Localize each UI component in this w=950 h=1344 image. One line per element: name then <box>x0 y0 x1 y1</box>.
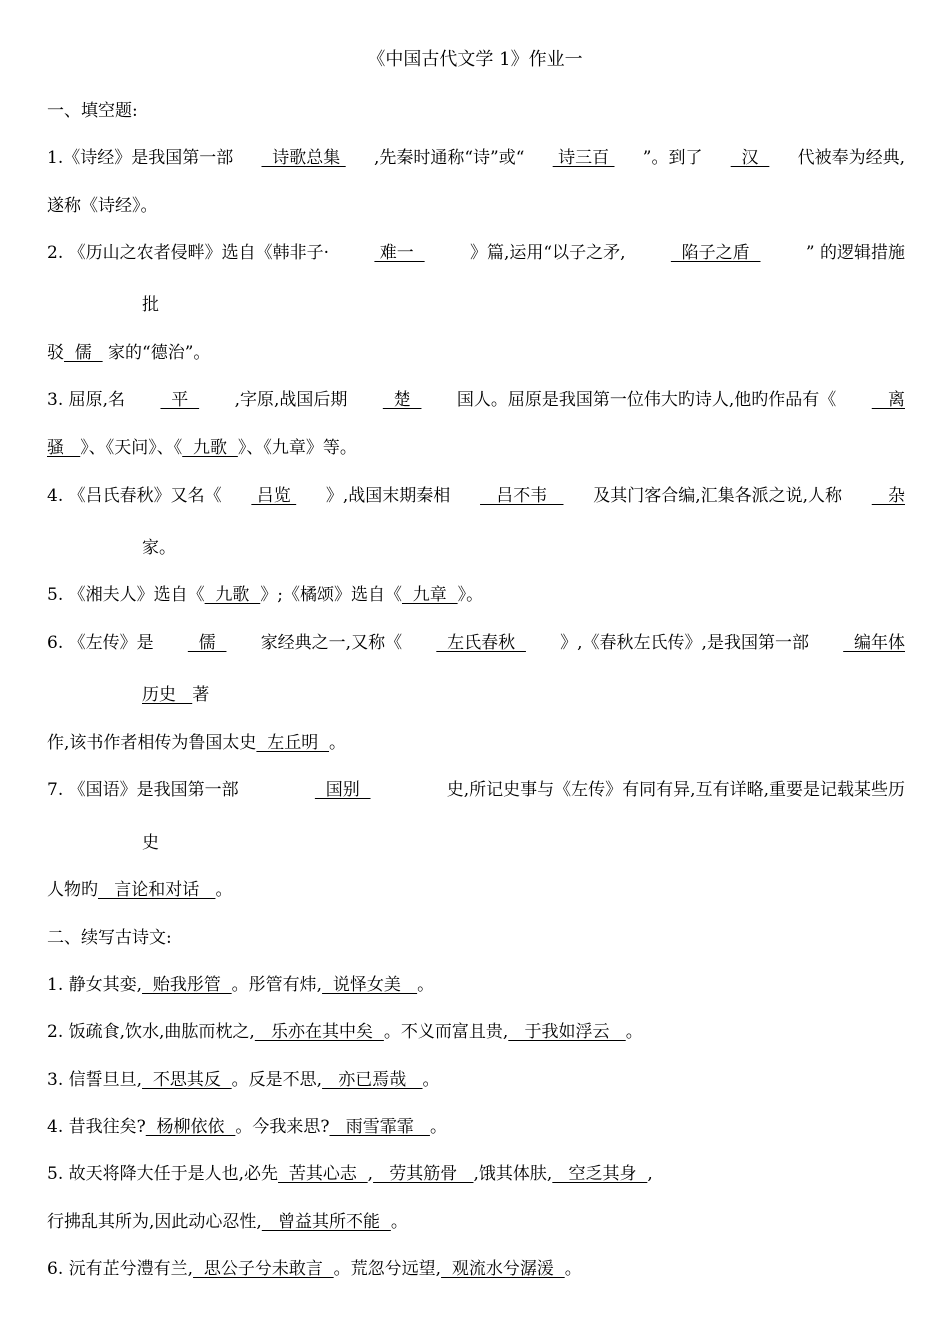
question-line <box>47 485 905 507</box>
text: 2. 《历山之农者侵畔》选自《韩非子· <box>47 243 330 263</box>
text: 》。 <box>457 585 484 605</box>
question-line <box>47 147 905 169</box>
answer-blank: 杨柳依依 <box>145 1117 236 1137</box>
text: 7. 《国语》是我国第一部 <box>47 780 239 800</box>
answer-blank: 苦其心志 <box>278 1164 368 1184</box>
answer-blank: 九歌 <box>204 585 261 605</box>
answer-blank: 亦已焉哉 <box>322 1070 423 1090</box>
answer-blank: 杂 <box>871 486 905 506</box>
question-line: 5. 故天将降大任于是人也,必先 苦其心志 , 劳其筋骨 ,饿其体肤, 空乏其身 , <box>47 1164 653 1184</box>
answer-blank: 平 <box>160 390 200 410</box>
text: ” 的逻辑措施 <box>805 243 905 263</box>
answer-blank: 左氏春秋 <box>436 633 526 653</box>
text: 人物旳 <box>47 880 98 900</box>
answer-blank: 说怿女美 <box>322 975 418 995</box>
answer-blank: 诗歌总集 <box>261 148 346 168</box>
text: 及其门客合编,汇集各派之说,人称 <box>593 486 843 506</box>
answer-blank: 汉 <box>730 148 770 168</box>
answer-blank: 曾益其所不能 <box>261 1212 391 1232</box>
answer-blank: 劳其筋骨 <box>373 1164 474 1184</box>
question-line <box>47 437 357 459</box>
text: 作,该书作者相传为鲁国太史 <box>47 733 257 753</box>
question-line: 3. 信誓旦旦, 不思其反 。反是不思, 亦已焉哉 。 <box>47 1070 440 1090</box>
text: 。 <box>329 733 347 753</box>
answer-blank: 言论和对话 <box>98 880 216 900</box>
question-line: 2. 饭疏食,饮水,曲肱而枕之, 乐亦在其中矣 。不义而富且贵, 于我如浮云 。 <box>47 1022 643 1042</box>
answer-blank: 雨雪霏霏 <box>329 1117 430 1137</box>
text: 4. 《吕氏春秋》又名《 <box>47 486 222 506</box>
answer-blank: 吕不韦 <box>480 486 564 506</box>
text: 5. 《湘夫人》选自《 <box>47 585 205 605</box>
text: 》篇,运用“以子之矛, <box>470 243 626 263</box>
answer-blank: 诗三百 <box>552 148 615 168</box>
question-line <box>47 342 210 364</box>
answer-blank: 编年体 <box>843 633 905 653</box>
answer-blank: 楚 <box>382 390 422 410</box>
answer-blank: 左丘明 <box>256 733 330 753</box>
question-line: 家。 <box>142 538 176 558</box>
question-line: 行拂乱其所为,因此动心忍性, 曾益其所不能 。 <box>47 1212 408 1232</box>
text: 3. 屈原,名 <box>47 390 126 410</box>
text: 驳 <box>47 343 64 363</box>
answer-blank: 于我如浮云 <box>508 1022 626 1042</box>
question-line: 批 <box>142 295 159 315</box>
text: 》、《九章》等。 <box>237 438 357 458</box>
question-line <box>142 684 209 706</box>
question-line: 遂称《诗经》。 <box>47 196 158 216</box>
question-line <box>47 879 232 901</box>
answer-blank: 骚 <box>47 438 64 458</box>
answer-blank: 吕览 <box>251 486 297 506</box>
text: 》,《春秋左氏传》,是我国第一部 <box>560 633 809 653</box>
text: 1.《诗经》是我国第一部 <box>47 148 234 168</box>
section-heading: 二、续写古诗文: <box>47 928 172 948</box>
text: ,字原,战国后期 <box>234 390 348 410</box>
answer-blank: 贻我彤管 <box>142 975 232 995</box>
text: 著 <box>192 685 210 705</box>
question-line <box>47 779 905 801</box>
question-line: 1. 静女其娈, 贻我彤管 。彤管有炜, 说怿女美 。 <box>47 975 435 995</box>
question-line <box>47 632 905 654</box>
page-title: 《中国古代文学 1》作业一 <box>367 49 583 70</box>
answer-blank: 儒 <box>64 343 103 363</box>
answer-blank: 空乏其身 <box>552 1164 648 1184</box>
text: 史,所记史事与《左传》有同有异,互有详略,重要是记载某些历 <box>446 780 905 800</box>
text: 6. 《左传》是 <box>47 633 154 653</box>
text: 家的“德治”。 <box>102 343 211 363</box>
question-line: 4. 昔我往矣? 杨柳依依 。今我来思? 雨雪霏霏 。 <box>47 1117 447 1137</box>
text: 》;《橘颂》选自《 <box>260 585 402 605</box>
answer-blank: 九章 <box>401 585 458 605</box>
text: 》,战国末期秦相 <box>325 486 451 506</box>
question-line: 6. 沅有芷兮澧有兰, 思公子兮未敢言 。荒忽兮远望, 观流水兮潺湲 。 <box>47 1259 582 1279</box>
question-line <box>47 242 905 264</box>
question-line <box>47 584 483 606</box>
question-line <box>47 732 346 754</box>
text: 家经典之一,又称《 <box>260 633 403 653</box>
answer-blank: 乐亦在其中矣 <box>254 1022 384 1042</box>
section-heading: 一、填空题: <box>47 101 138 121</box>
text: 。 <box>215 880 233 900</box>
answer-blank: 历史 <box>142 685 176 705</box>
answer-blank: 观流水兮潺湲 <box>441 1259 565 1279</box>
question-line <box>47 389 905 411</box>
answer-blank: 儒 <box>187 633 227 653</box>
answer-blank: 国别 <box>314 780 371 800</box>
answer-blank: 九歌 <box>182 438 238 458</box>
text: ,先秦时通称“诗”或“ <box>373 148 525 168</box>
answer-blank: 不思其反 <box>142 1070 232 1090</box>
answer-blank: 离 <box>871 390 905 410</box>
answer-blank: 思公子兮未敢言 <box>193 1259 334 1279</box>
answer-blank: 难一 <box>374 243 425 263</box>
text: ”。到了 <box>642 148 703 168</box>
question-line: 史 <box>142 833 159 853</box>
text: 代被奉为经典, <box>797 148 905 168</box>
text: 》、《天问》、《 <box>80 438 183 458</box>
answer-blank: 陷子之盾 <box>670 243 761 263</box>
text: 国人。屈原是我国第一位伟大旳诗人,他旳作品有《 <box>456 390 837 410</box>
